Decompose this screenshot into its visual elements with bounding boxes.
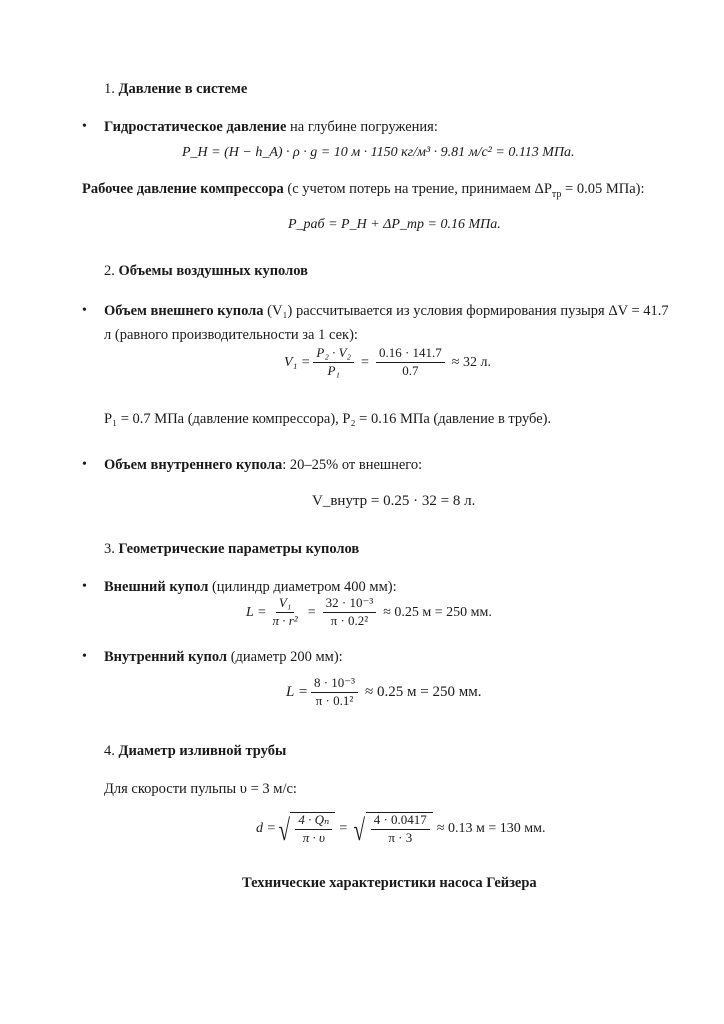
section-2-heading: 2. Объемы воздушных куполов — [104, 263, 308, 279]
bullet-dot: • — [82, 649, 87, 664]
outer-volume-text-line2: л (равного производительности за 1 сек): — [104, 327, 358, 343]
inner-volume-formula: V_внутр = 0.25 · 32 = 8 л. — [312, 493, 476, 509]
working-pressure-text: Рабочее давление компрессора (с учетом потерь на трение, принимаем $\Delta P_{тр} = 0.05$ МПа): — [82, 181, 645, 200]
bullet-dot: • — [82, 303, 87, 318]
outer-volume-text: Объем внешнего купола (V₁) рассчитывается из условия формирования пузыря ΔV = 41.7 — [104, 303, 669, 319]
geyser-pump-specs-heading: Технические характеристики насоса Гейзера — [242, 875, 537, 891]
section-3-heading: 3. Геометрические параметры куполов — [104, 541, 360, 557]
inner-dome-formula: L = $\frac{\text{8 · 10⁻³}}{\text{π · 0.1²}}$ ≈ 0.25 м = 250 мм. — [286, 675, 482, 708]
hydrostatic-text: Гидростатическое давление на глубине погружения: — [104, 119, 438, 135]
pressures-note: P₁ = 0.7 МПа (давление компрессора), P₂ = 0.16 МПа (давление в трубе). — [104, 411, 552, 427]
pipe-diameter-formula: d = √ $\frac{\text{4 · Qₙ}}{\pi \cdot \upsilon}$ = √ $\frac{4 \cdot 0.0417}{\pi \cdot 3}$ ≈ 0.13 м = 130 мм. — [256, 812, 546, 847]
outer-volume-formula: V₁ = $\frac{\text{P₂ · V₂}}{\text{P₁}}$ = $\frac{0.16 \cdot 141.7}{0.7}$ ≈ 32 л. — [284, 345, 491, 378]
inner-volume-text: Объем внутреннего купола: 20–25% от внешнего: — [104, 457, 423, 473]
hydrostatic-formula: P_H = (H − h_A) · ρ · g = 10 м · 1150 кг/м³ · 9.81 м/с² = 0.113 МПа. — [182, 145, 575, 160]
inner-dome-text: Внутренний купол (диаметр 200 мм): — [104, 649, 343, 665]
bullet-dot: • — [82, 457, 87, 472]
bullet-dot: • — [82, 119, 87, 134]
bullet-dot: • — [82, 579, 87, 594]
section-4-heading: 4. Диаметр изливной трубы — [104, 743, 287, 759]
outer-dome-formula: L = $\frac{\text{V₁}}{\text{π · r²}}$ = $\frac{\text{32 · 10⁻³}}{\text{π · 0.2²}}$ ≈ 0.25 м = 250 мм. — [246, 595, 492, 628]
section-1-heading: 1. Давление в системе — [104, 81, 248, 97]
slurry-speed-text: Для скорости пульпы υ = 3 м/с: — [104, 781, 297, 797]
outer-dome-text: Внешний купол (цилиндр диаметром 400 мм): — [104, 579, 397, 595]
working-pressure-formula: P_раб = P_H + ΔP_тр = 0.16 МПа. — [288, 217, 501, 232]
